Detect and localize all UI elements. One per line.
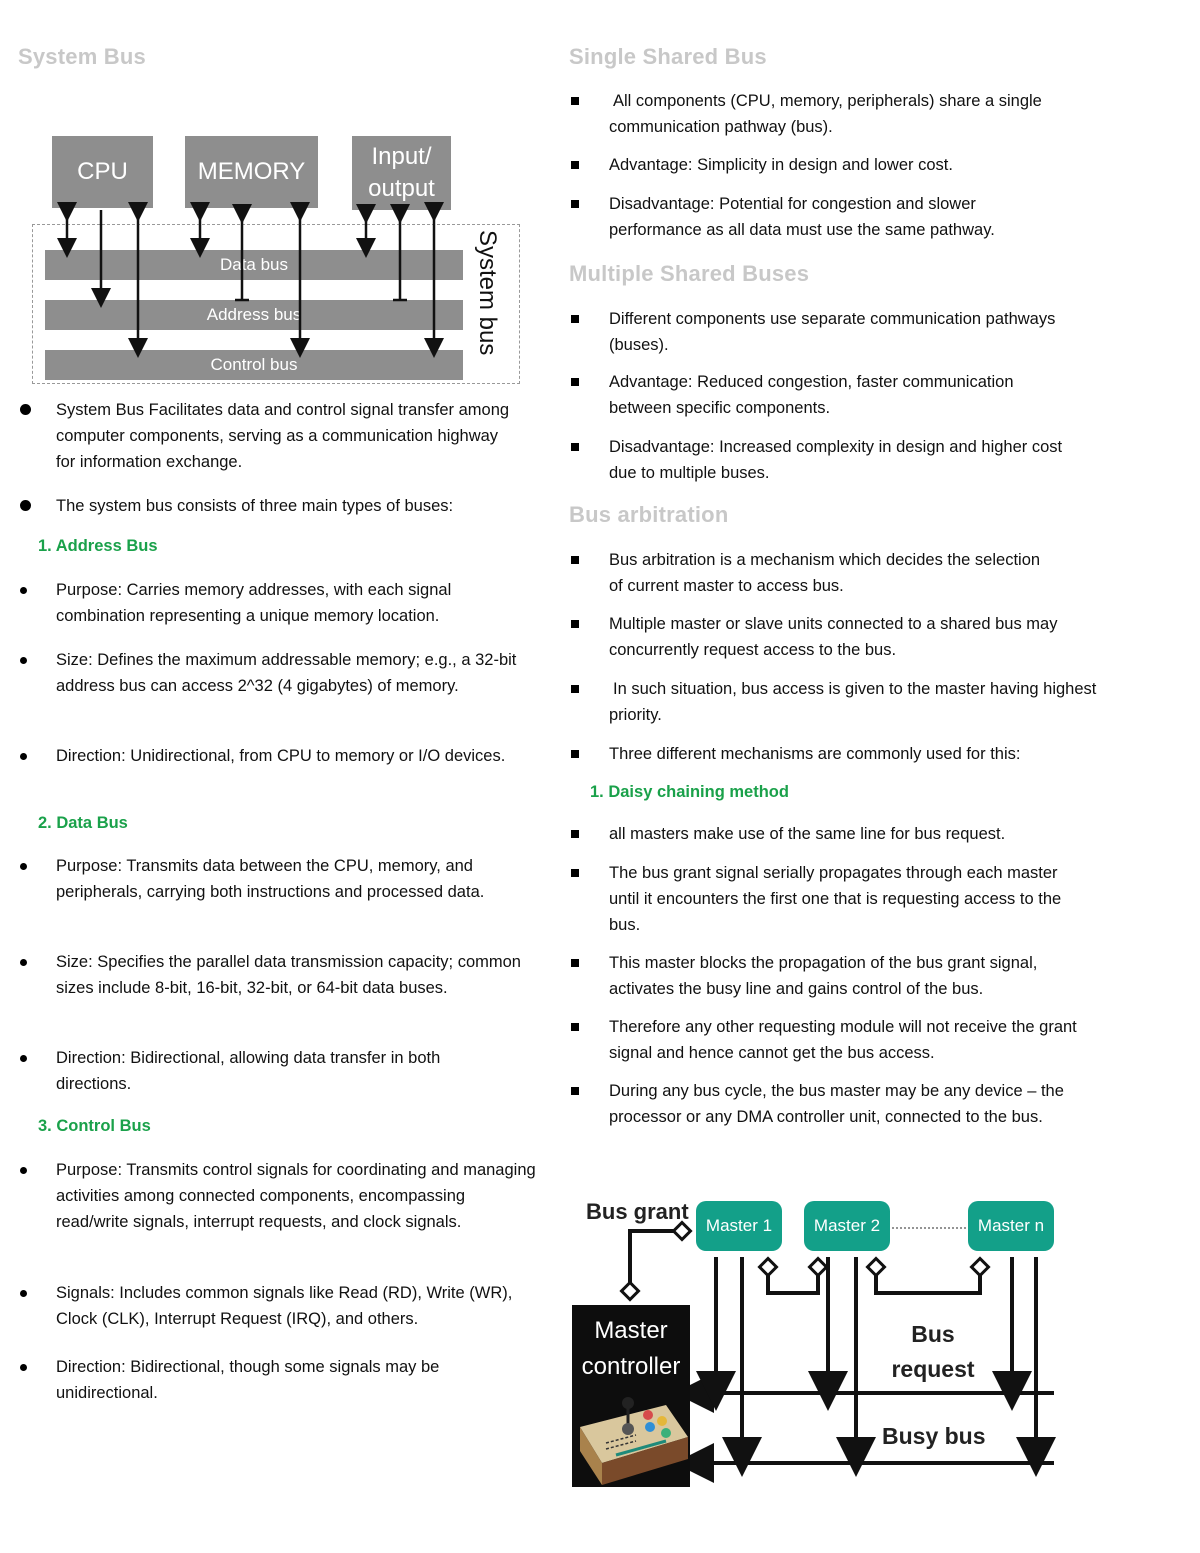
bullet <box>571 443 579 451</box>
bullet <box>571 556 579 564</box>
address-item: Direction: Unidirectional, from CPU to memory or I/O devices. <box>56 747 506 765</box>
data-bus-heading: 2. Data Bus <box>38 814 128 832</box>
multiple-item: Advantage: Reduced congestion, faster communication between specific components. <box>609 373 1014 417</box>
arbitration-item: Bus arbitration is a mechanism which decides the selection of current master to access bus. <box>609 551 1041 595</box>
io-box: Input/ output <box>352 136 451 210</box>
bullet <box>571 959 579 967</box>
bullet <box>571 378 579 386</box>
master-2-box: Master 2 <box>804 1201 890 1251</box>
daisy-chain-diagram <box>566 1195 1066 1495</box>
control-item: Purpose: Transmits control signals for coordinating and managing activities among connected components, encompassing read/write signals, interrupt requests, and clock signals. <box>56 1161 536 1231</box>
control-item: Direction: Bidirectional, though some signals may be unidirectional. <box>56 1358 440 1402</box>
cpu-box: CPU <box>52 136 153 208</box>
bullet <box>571 97 579 105</box>
address-bus-heading: 1. Address Bus <box>38 537 158 555</box>
arbitration-item: In such situation, bus access is given to the master having highest priority. <box>609 680 1097 724</box>
system-bus-heading: System Bus <box>18 44 146 69</box>
bus-grant-label: Bus grant <box>586 1199 689 1224</box>
bullet <box>571 161 579 169</box>
bullet <box>571 750 579 758</box>
master-n-box: Master n <box>968 1201 1054 1251</box>
bullet <box>571 830 579 838</box>
master-1-box: Master 1 <box>696 1201 782 1251</box>
data-bus-bar: Data bus <box>45 250 463 280</box>
bullet <box>571 620 579 628</box>
master-controller-box <box>572 1305 690 1487</box>
bullet <box>20 753 27 760</box>
single-item: Advantage: Simplicity in design and lower cost. <box>609 156 953 174</box>
system-bus-side-label: System bus <box>474 230 501 356</box>
bullet <box>20 500 31 511</box>
intro-item: The system bus consists of three main types of buses: <box>56 497 454 515</box>
bullet <box>20 587 27 594</box>
bullet <box>20 863 27 870</box>
daisy-item: During any bus cycle, the bus master may be any device – the processor or any DMA controller unit, connected to the bus. <box>609 1082 1064 1126</box>
multiple-shared-buses-heading: Multiple Shared Buses <box>569 261 810 286</box>
daisy-item: Therefore any other requesting module will not receive the grant signal and hence cannot get the bus access. <box>609 1018 1077 1062</box>
memory-box: MEMORY <box>185 136 318 208</box>
daisy-item: The bus grant signal serially propagates through each master until it encounters the first one that is requesting access to the bus. <box>609 864 1062 934</box>
bullet <box>20 657 27 664</box>
bullet <box>571 200 579 208</box>
control-bus-bar: Control bus <box>45 350 463 380</box>
arbitration-item: Multiple master or slave units connected to a shared bus may concurrently request access to the bus. <box>609 615 1058 659</box>
address-item: Size: Defines the maximum addressable memory; e.g., a 32-bit address bus can access 2^32 (4 gigabytes) of memory. <box>56 651 517 695</box>
master-controller-label: Master controller <box>581 1317 681 1380</box>
bullet <box>20 959 27 966</box>
diagram-arrows <box>30 130 522 386</box>
control-bus-heading: 3. Control Bus <box>38 1117 151 1135</box>
single-item: Disadvantage: Potential for congestion and slower performance as all data must use the same pathway. <box>609 195 995 239</box>
bullet <box>20 1167 27 1174</box>
intro-item: System Bus Facilitates data and control signal transfer among computer components, serving as a communication highway for information exchange. <box>56 401 510 471</box>
address-item: Purpose: Carries memory addresses, with each signal combination representing a unique memory location. <box>56 581 452 625</box>
daisy-chaining-heading: 1. Daisy chaining method <box>590 783 789 801</box>
bullet <box>571 1023 579 1031</box>
bullet <box>20 1290 27 1297</box>
control-item: Signals: Includes common signals like Read (RD), Write (WR), Clock (CLK), Interrupt Request (IRQ), and others. <box>56 1284 513 1328</box>
bullet <box>20 1055 27 1062</box>
single-item: All components (CPU, memory, peripherals) share a single communication pathway (bus). <box>609 92 1042 136</box>
daisy-item: This master blocks the propagation of the bus grant signal, activates the busy line and gains control of the bus. <box>609 954 1038 998</box>
system-bus-diagram <box>30 130 522 386</box>
bullet <box>571 315 579 323</box>
multiple-item: Different components use separate communication pathways (buses). <box>609 310 1056 354</box>
bullet <box>571 685 579 693</box>
bus-arbitration-heading: Bus arbitration <box>569 502 729 527</box>
controller-illustration <box>576 1397 688 1485</box>
bullet <box>571 869 579 877</box>
bullet <box>20 1364 27 1371</box>
address-bus-bar: Address bus <box>45 300 463 330</box>
bullet <box>20 404 31 415</box>
daisy-item: all masters make use of the same line for bus request. <box>609 825 1006 843</box>
single-shared-bus-heading: Single Shared Bus <box>569 44 767 69</box>
bullet <box>571 1087 579 1095</box>
data-item: Purpose: Transmits data between the CPU, memory, and peripherals, carrying both instructions and processed data. <box>56 857 485 901</box>
busy-bus-label: Busy bus <box>882 1423 986 1449</box>
data-item: Size: Specifies the parallel data transmission capacity; common sizes include 8-bit, 16-bit, 32-bit, or 64-bit data buses. <box>56 953 521 997</box>
multiple-item: Disadvantage: Increased complexity in design and higher cost due to multiple buses. <box>609 438 1063 482</box>
data-item: Direction: Bidirectional, allowing data transfer in both directions. <box>56 1049 441 1093</box>
arbitration-item: Three different mechanisms are commonly used for this: <box>609 745 1021 763</box>
bus-request-label: Bus request <box>891 1321 975 1382</box>
